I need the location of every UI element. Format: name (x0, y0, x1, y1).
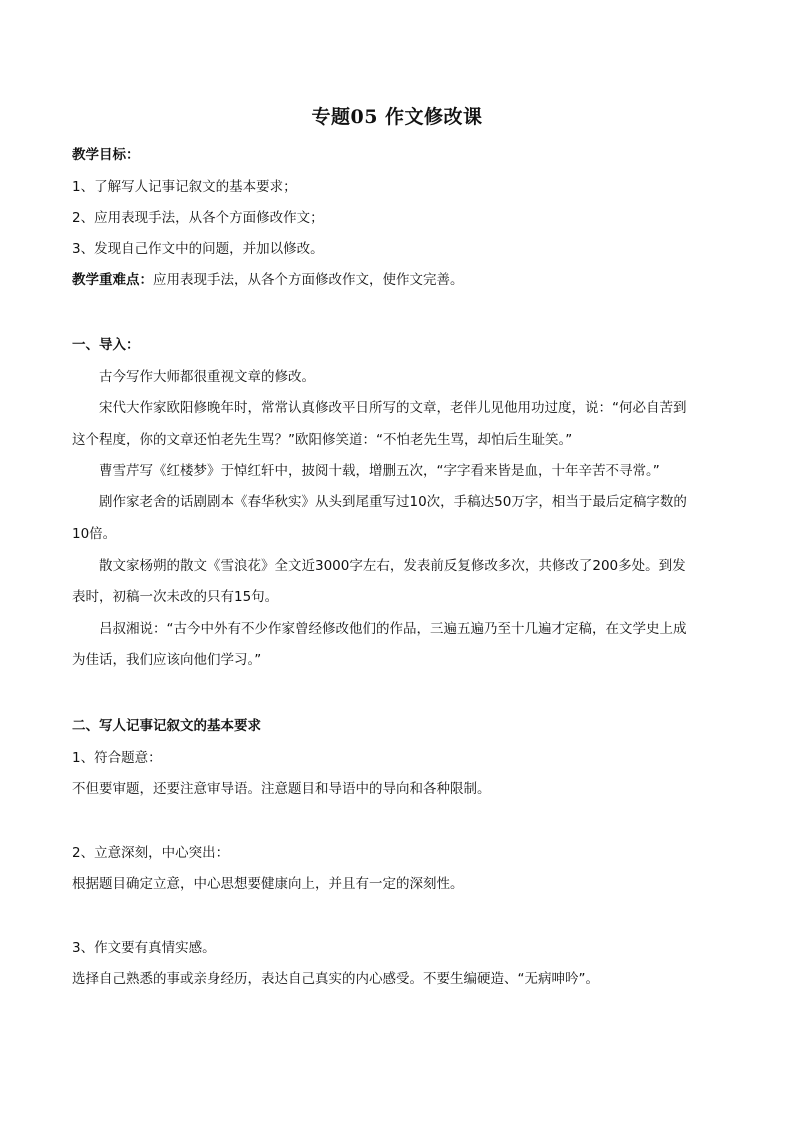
paragraph-line: 散文家杨朔的散文《雪浪花》全文近3000字左右，发表前反复修改多次，共修改了200多处。到发 (99, 558, 686, 574)
requirement-text: 选择自己熟悉的事或亲身经历，表达自己真实的内心感受。不要生编硬造、“无病呻吟”。 (72, 971, 599, 987)
objective-item: 2、应用表现手法，从各个方面修改作文； (72, 210, 324, 226)
paragraph-line: 为佳话，我们应该向他们学习。” (72, 652, 262, 668)
paragraph-line: 这个程度，你的文章还怕老先生骂？”欧阳修笑道：“不怕老先生骂，却怕后生耻笑。” (72, 432, 573, 448)
paragraph-line: 吕叔湘说：“古今中外有不少作家曾经修改他们的作品，三遍五遍乃至十几遍才定稿，在文学史上成 (99, 621, 687, 637)
objective-item: 1、了解写人记事记叙文的基本要求； (72, 179, 297, 195)
paragraph-line: 古今写作大师都很重视文章的修改。 (99, 369, 315, 385)
requirement-title: 2、立意深刻，中心突出： (72, 845, 230, 861)
paragraph-line: 表时，初稿一次未改的只有15句。 (72, 589, 279, 605)
key-points-label: 教学重难点： (72, 272, 153, 288)
paragraph-line: 曹雪芹写《红楼梦》于悼红轩中，披阅十载，增删五次，“字字看来皆是血，十年辛苦不寻常。” (99, 463, 660, 479)
requirement-title: 1、符合题意： (72, 750, 162, 766)
objective-item: 3、发现自己作文中的问题，并加以修改。 (72, 241, 324, 257)
requirement-title: 3、作文要有真情实感。 (72, 940, 216, 956)
objectives-label: 教学目标： (72, 147, 140, 163)
requirement-text: 根据题目确定立意，中心思想要健康向上，并且有一定的深刻性。 (72, 876, 464, 892)
key-points-text: 应用表现手法，从各个方面修改作文，使作文完善。 (153, 272, 464, 288)
paragraph-line: 宋代大作家欧阳修晚年时，常常认真修改平日所写的文章，老伴儿见他用功过度，说：“何必自苦到 (99, 400, 687, 416)
requirement-text: 不但要审题，还要注意审导语。注意题目和导语中的导向和各种限制。 (72, 781, 491, 797)
document-title: 专题05 作文修改课 (311, 106, 483, 128)
section1-heading: 一、导入： (72, 337, 140, 353)
paragraph-line: 剧作家老舍的话剧剧本《春华秋实》从头到尾重写过10次，手稿达50万字，相当于最后定稿字数的 (99, 494, 687, 510)
key-points (72, 270, 728, 290)
section2-heading: 二、写人记事记叙文的基本要求 (72, 718, 261, 734)
paragraph-line: 10倍。 (72, 526, 117, 542)
